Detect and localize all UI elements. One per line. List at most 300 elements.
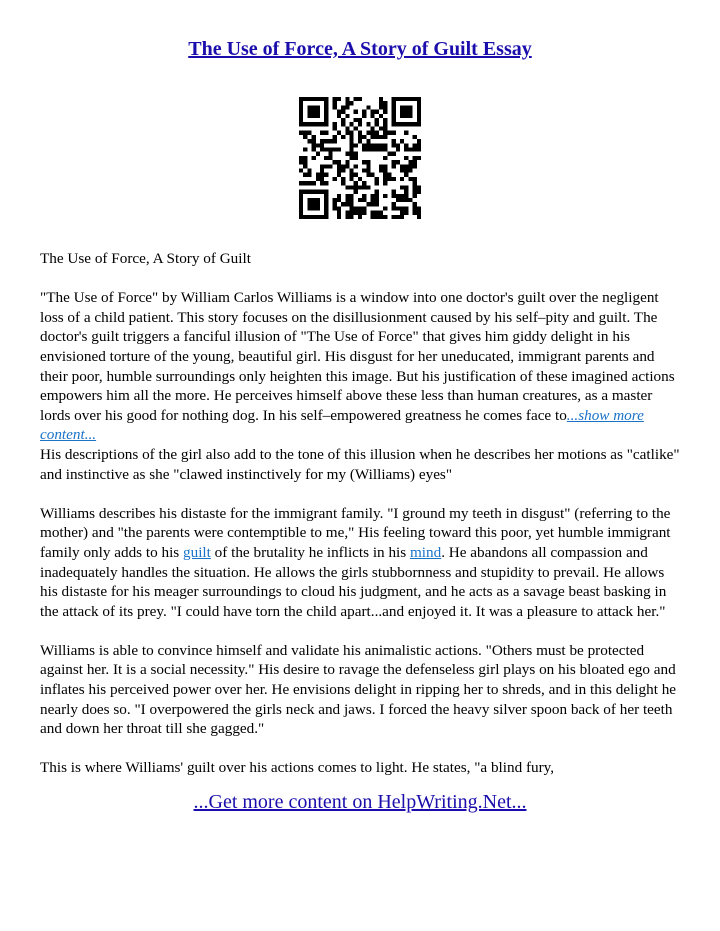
qr-module (316, 173, 320, 177)
qr-module (333, 122, 337, 126)
qr-module (408, 122, 412, 126)
qr-module (383, 156, 387, 160)
qr-module (345, 152, 349, 156)
qr-module (371, 126, 375, 130)
qr-module (320, 177, 324, 181)
qr-module (392, 194, 396, 198)
qr-module (320, 131, 324, 135)
qr-module (408, 114, 412, 118)
qr-module (312, 147, 316, 151)
qr-module (392, 143, 396, 147)
qr-module (299, 202, 303, 206)
qr-module (299, 181, 303, 185)
qr-module (349, 206, 353, 210)
qr-module (328, 164, 332, 168)
qr-module (341, 105, 345, 109)
qr-module (379, 211, 383, 215)
qr-module (392, 110, 396, 114)
qr-module (337, 198, 341, 202)
qr-module (375, 190, 379, 194)
qr-module (303, 215, 307, 219)
qr-module (400, 198, 404, 202)
qr-module (362, 147, 366, 151)
qr-module (404, 206, 408, 210)
qr-module (354, 126, 358, 130)
qr-module (354, 164, 358, 168)
qr-module (408, 105, 412, 109)
qr-module (383, 169, 387, 173)
qr-module (375, 215, 379, 219)
qr-module (362, 181, 366, 185)
qr-module (354, 118, 358, 122)
show-more-link[interactable]: ...show more content... (40, 406, 644, 444)
qr-module (383, 126, 387, 130)
qr-module (400, 194, 404, 198)
paragraph-1-text: "The Use of Force" by William Carlos Williams is a window into one doctor's guilt over the negligent loss of a child patient. This story focuses on the disillusionment caused by his self–pity and guilt. The doctor's guilt triggers a fanciful illusion of "The Use of Force" that gives him giddy delight in his envisioned torture of the young, beautiful girl. His disgust for her uneducated, immigrant parents and their poor, humble surroundings only heighten this image. But his justification of these imagined actions empowers him all the more. He perceives himself above these less than human creatures, as a master lords over his good for nothing dog. In his self–empowered greatness he comes face to (40, 289, 675, 424)
qr-module (358, 139, 362, 143)
qr-module (303, 173, 307, 177)
qr-module (303, 131, 307, 135)
qr-module (307, 97, 311, 101)
qr-module (404, 122, 408, 126)
qr-module (320, 147, 324, 151)
qr-module (307, 169, 311, 173)
qr-module (413, 185, 417, 189)
qr-module (345, 160, 349, 164)
qr-module (349, 143, 353, 147)
qr-module (299, 105, 303, 109)
qr-module (349, 101, 353, 105)
qr-module (324, 206, 328, 210)
qr-module (375, 211, 379, 215)
qr-module (392, 152, 396, 156)
qr-module (354, 211, 358, 215)
qr-module (345, 215, 349, 219)
qr-module (404, 156, 408, 160)
qr-module (299, 194, 303, 198)
essay-body (40, 249, 684, 778)
qr-module (383, 173, 387, 177)
qr-module (349, 139, 353, 143)
qr-module (358, 211, 362, 215)
qr-module (328, 147, 332, 151)
qr-module (413, 194, 417, 198)
qr-module (392, 202, 396, 206)
qr-module (417, 206, 421, 210)
qr-module (307, 181, 311, 185)
qr-module (362, 110, 366, 114)
qr-module (396, 160, 400, 164)
qr-module (324, 110, 328, 114)
qr-module (337, 160, 341, 164)
qr-module (307, 110, 311, 114)
qr-module (337, 114, 341, 118)
qr-module (417, 101, 421, 105)
paragraph-3-part-a: Williams describes his distaste for the immigrant family. "I ground my teeth in disgust" (referring to the mother) and "the parents were contemptible to me," His feeling toward this poor, yet humble immigrant family only adds to his (40, 504, 671, 561)
qr-module (413, 97, 417, 101)
qr-module (375, 194, 379, 198)
qr-module (316, 97, 320, 101)
qr-module (333, 135, 337, 139)
qr-module (371, 143, 375, 147)
qr-module (303, 164, 307, 168)
qr-module (320, 164, 324, 168)
qr-module (404, 143, 408, 147)
qr-module (333, 206, 337, 210)
qr-module (324, 164, 328, 168)
qr-module (413, 156, 417, 160)
qr-module (324, 101, 328, 105)
qr-module (396, 97, 400, 101)
qr-module (299, 97, 303, 101)
qr-module (320, 215, 324, 219)
qr-module (375, 202, 379, 206)
qr-module (349, 173, 353, 177)
qr-module (333, 177, 337, 181)
qr-module (349, 135, 353, 139)
qr-module (362, 206, 366, 210)
qr-module (408, 164, 412, 168)
qr-module (345, 126, 349, 130)
qr-module (404, 185, 408, 189)
qr-module (383, 122, 387, 126)
qr-module (307, 131, 311, 135)
qr-module (316, 190, 320, 194)
qr-module (299, 101, 303, 105)
qr-module (341, 181, 345, 185)
qr-module (341, 110, 345, 114)
qr-module (349, 177, 353, 181)
qr-module (358, 135, 362, 139)
qr-module (375, 135, 379, 139)
qr-module (375, 177, 379, 181)
qr-module (316, 143, 320, 147)
qr-module (413, 206, 417, 210)
paragraph-1 (40, 288, 684, 445)
qr-module (408, 177, 412, 181)
qr-module (341, 169, 345, 173)
qr-module (333, 160, 337, 164)
qr-module (383, 105, 387, 109)
qr-module (345, 131, 349, 135)
qr-module (337, 147, 341, 151)
qr-module (400, 206, 404, 210)
qr-module (408, 160, 412, 164)
paragraph-gap (40, 739, 684, 759)
qr-module (324, 215, 328, 219)
qr-module (375, 118, 379, 122)
qr-module (379, 215, 383, 219)
qr-module (349, 122, 353, 126)
qr-module (383, 101, 387, 105)
qr-module (375, 143, 379, 147)
qr-module (375, 198, 379, 202)
qr-module (303, 97, 307, 101)
paragraph-5: This is where Williams' guilt over his actions comes to light. He states, "a blind fury, (40, 759, 555, 777)
qr-module (396, 147, 400, 151)
qr-module (417, 110, 421, 114)
paragraph-3-part-b: of the brutality he inflicts in his (210, 543, 410, 561)
qr-module (333, 97, 337, 101)
qr-module (345, 114, 349, 118)
qr-module (316, 110, 320, 114)
qr-module (396, 194, 400, 198)
qr-module (417, 147, 421, 151)
qr-module (362, 143, 366, 147)
qr-module (400, 122, 404, 126)
qr-module (383, 181, 387, 185)
qr-module (392, 118, 396, 122)
qr-module (349, 198, 353, 202)
qr-module (362, 114, 366, 118)
qr-module (375, 181, 379, 185)
qr-module (307, 202, 311, 206)
qr-module (417, 156, 421, 160)
qr-module (362, 185, 366, 189)
qr-module (345, 185, 349, 189)
qr-module (408, 110, 412, 114)
qr-module (303, 147, 307, 151)
qr-module (316, 177, 320, 181)
qr-module (312, 202, 316, 206)
qr-module (392, 206, 396, 210)
qr-module (307, 105, 311, 109)
qr-module (404, 97, 408, 101)
qr-module (307, 139, 311, 143)
qr-module (312, 135, 316, 139)
qr-module (396, 122, 400, 126)
qr-module (392, 97, 396, 101)
qr-module (324, 190, 328, 194)
qr-module (345, 164, 349, 168)
qr-module (320, 122, 324, 126)
qr-code-icon (299, 97, 421, 219)
qr-module (379, 164, 383, 168)
qr-module (354, 185, 358, 189)
qr-module (366, 131, 370, 135)
qr-module (337, 173, 341, 177)
qr-module (337, 211, 341, 215)
qr-module (349, 215, 353, 219)
qr-module (324, 211, 328, 215)
qr-module (358, 198, 362, 202)
qr-module (362, 198, 366, 202)
qr-module (337, 164, 341, 168)
guilt-link[interactable]: guilt (183, 543, 211, 561)
qr-module (320, 169, 324, 173)
qr-module (408, 147, 412, 151)
qr-module (316, 202, 320, 206)
qr-module (400, 177, 404, 181)
qr-module (387, 173, 391, 177)
qr-module (366, 185, 370, 189)
qr-module (307, 206, 311, 210)
qr-module (354, 181, 358, 185)
qr-module (312, 156, 316, 160)
qr-module (345, 97, 349, 101)
qr-module (366, 169, 370, 173)
qr-module (299, 156, 303, 160)
qr-module (299, 215, 303, 219)
qr-module (303, 160, 307, 164)
qr-module (404, 169, 408, 173)
qr-module (303, 156, 307, 160)
qr-module (358, 97, 362, 101)
qr-module (345, 211, 349, 215)
qr-module (316, 122, 320, 126)
qr-module (383, 118, 387, 122)
qr-module (299, 122, 303, 126)
qr-module (307, 173, 311, 177)
qr-module (358, 131, 362, 135)
qr-module (354, 190, 358, 194)
qr-module (358, 185, 362, 189)
qr-module (316, 206, 320, 210)
qr-module (341, 118, 345, 122)
qr-module (328, 152, 332, 156)
qr-module (312, 190, 316, 194)
qr-module (316, 105, 320, 109)
qr-module (337, 215, 341, 219)
qr-module (366, 105, 370, 109)
qr-module (341, 164, 345, 168)
qr-module (366, 164, 370, 168)
qr-module (417, 122, 421, 126)
qr-module (371, 194, 375, 198)
qr-module (383, 177, 387, 181)
qr-module (379, 147, 383, 151)
qr-module (307, 114, 311, 118)
qr-module (408, 97, 412, 101)
qr-module (299, 169, 303, 173)
qr-module (349, 194, 353, 198)
qr-module (312, 139, 316, 143)
qr-module (320, 143, 324, 147)
qr-module (362, 211, 366, 215)
qr-module (383, 143, 387, 147)
qr-module (358, 118, 362, 122)
qr-module (404, 147, 408, 151)
qr-module (400, 185, 404, 189)
qr-module (379, 135, 383, 139)
qr-module (328, 156, 332, 160)
qr-module (387, 152, 391, 156)
qr-module (404, 164, 408, 168)
qr-module (333, 147, 337, 151)
qr-module (400, 139, 404, 143)
qr-module (341, 122, 345, 126)
qr-module (413, 211, 417, 215)
qr-module (345, 202, 349, 206)
qr-module (392, 215, 396, 219)
qr-module (413, 143, 417, 147)
qr-module (354, 206, 358, 210)
paragraph-3-part-c: . He abandons all compassion and inadequately handles the situation. He allows the girls stubbornness and stupidity to prevail. He allows his distaste for his meager surroundings to cloud his judgment, and he acts as a savage beast basking in the attack of its prey. "I could have torn the child apart...and enjoyed it. It was a pleasure to attack her." (40, 543, 667, 620)
qr-module (354, 110, 358, 114)
qr-module (383, 194, 387, 198)
qr-module (337, 110, 341, 114)
qr-module (349, 147, 353, 151)
qr-module (358, 215, 362, 219)
qr-module (320, 97, 324, 101)
qr-module (413, 164, 417, 168)
mind-link[interactable]: mind (409, 543, 442, 561)
qr-module (333, 202, 337, 206)
qr-module (408, 169, 412, 173)
qr-module (345, 105, 349, 109)
get-more-content-link[interactable]: ...Get more content on HelpWriting.Net... (193, 791, 527, 813)
qr-module (396, 143, 400, 147)
qr-module (371, 173, 375, 177)
paragraph-gap (40, 484, 684, 504)
qr-module (413, 122, 417, 126)
qr-module (392, 122, 396, 126)
qr-module (366, 139, 370, 143)
essay-title-link[interactable]: The Use of Force, A Story of Guilt Essay (188, 38, 532, 60)
paragraph-gap (40, 621, 684, 641)
qr-module (312, 105, 316, 109)
qr-module (392, 114, 396, 118)
qr-module (307, 190, 311, 194)
qr-module (413, 147, 417, 151)
qr-module (320, 173, 324, 177)
qr-module (320, 181, 324, 185)
qr-module (341, 202, 345, 206)
qr-module (417, 105, 421, 109)
qr-module (354, 152, 358, 156)
qr-module (324, 147, 328, 151)
qr-module (383, 206, 387, 210)
qr-module (303, 135, 307, 139)
qr-module (371, 215, 375, 219)
qr-module (316, 152, 320, 156)
qr-module (312, 206, 316, 210)
qr-code-graphic (299, 97, 421, 219)
qr-module (299, 110, 303, 114)
qr-module (417, 143, 421, 147)
qr-module (366, 173, 370, 177)
qr-module (299, 190, 303, 194)
qr-module (324, 97, 328, 101)
qr-module (396, 206, 400, 210)
qr-module (324, 122, 328, 126)
qr-module (299, 118, 303, 122)
qr-module (299, 160, 303, 164)
qr-module (400, 215, 404, 219)
qr-module (417, 190, 421, 194)
qr-module (371, 211, 375, 215)
qr-module (404, 131, 408, 135)
qr-module (312, 110, 316, 114)
qr-module (392, 105, 396, 109)
qr-module (404, 198, 408, 202)
qr-module (345, 194, 349, 198)
qr-module (383, 147, 387, 151)
qr-module (392, 131, 396, 135)
qr-module (375, 122, 379, 126)
qr-module (337, 194, 341, 198)
qr-module (312, 215, 316, 219)
qr-module (354, 173, 358, 177)
qr-module (328, 139, 332, 143)
qr-module (333, 198, 337, 202)
qr-module (312, 143, 316, 147)
qr-module (417, 139, 421, 143)
qr-module (392, 160, 396, 164)
qr-module (316, 215, 320, 219)
paragraph-gap (40, 269, 684, 289)
qr-module (324, 105, 328, 109)
